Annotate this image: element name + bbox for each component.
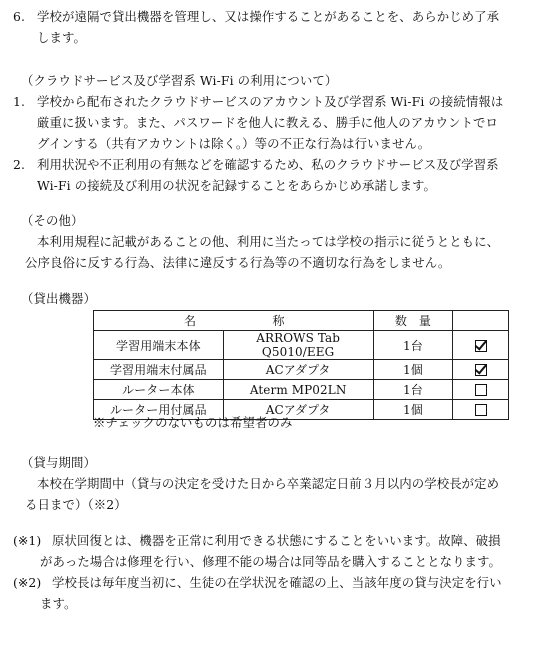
table-row [94,380,509,400]
item-6-line-2: します。 [37,30,86,45]
other-line-2: 公序良俗に反する行為、法律に違反する行為等の不適切な行為をしません。 [25,255,451,270]
lending-table [93,310,509,420]
header-name-char-2: 称 [272,314,285,328]
note-2-line-1: 学校長は毎年度当初に、生徒の在学状況を確認の上、当該年度の貸与決定を行い [52,575,502,590]
row-category: ルーター本体 [94,380,224,400]
header-quantity: 数 量 [373,311,453,331]
item-6-number: 6. [13,9,26,24]
cloud-item-1-number: 1. [13,94,26,109]
table-row [94,360,509,380]
cloud-item-2-line-2: Wi-Fi の接続及び利用の状況を記録することをあらかじめ承諾します。 [37,178,437,193]
cloud-item-2-line-1: 利用状況や不正利用の有無などを確認するため、私のクラウドサービス及び学習系 [37,157,499,172]
period-heading: （貸与期間） [21,455,96,470]
note-2-line-2: ます。 [40,596,77,611]
row-quantity: 1台 [373,380,453,400]
row-category: 学習用端末付属品 [94,360,224,380]
other-line-1: 本利用規程に記載があることの他、利用に当たっては学校の指示に従うとともに、 [37,234,500,249]
header-check [453,311,509,331]
row-name: ACアダプタ [223,360,373,380]
cloud-item-2-number: 2. [13,157,26,172]
note-1-line-2: があった場合は修理を行い、修理不能の場合は同等品を購入することとなります。 [40,554,502,569]
table-row [94,331,509,360]
period-line-2: る日まで）（※2） [25,497,127,512]
row-check [453,380,509,400]
row-quantity: 1台 [373,331,453,360]
cloud-item-1-line-2: 厳重に扱います。また、パスワードを他人に教える、勝手に他人のアカウントでロ [37,115,499,130]
cloud-item-1-line-3: グインする（共有アカウントは除く。）等の不正な行為は行いません。 [37,136,431,151]
table-header-row [94,311,509,331]
row-quantity: 1個 [373,360,453,380]
checkbox-unchecked[interactable] [475,404,487,416]
note-2-mark: (※2) [13,575,42,590]
checkbox-unchecked[interactable] [475,384,487,396]
lending-note: ※チェックのないものは希望者のみ [93,415,293,430]
note-1-line-1: 原状回復とは、機器を正常に利用できる状態にすることをいいます。故障、破損 [52,533,501,548]
row-category: ルーター用付属品 [94,400,224,420]
row-name: ARROWS Tab Q5010/EEG [223,331,373,360]
header-name [94,311,374,331]
checkbox-checked[interactable] [475,340,487,352]
period-line-1: 本校在学期間中（貸与の決定を受けた日から卒業認定日前３月以内の学校長が定め [37,476,500,491]
row-name: ACアダプタ [223,400,373,420]
cloud-heading: （クラウドサービス及び学習系 Wi-Fi の利用について） [21,73,338,88]
other-heading: （その他） [21,213,84,228]
row-check [453,360,509,380]
row-category: 学習用端末本体 [94,331,224,360]
item-6-line-1: 学校が遠隔で貸出機器を管理し、又は操作することがあることを、あらかじめ了承 [37,9,500,24]
checkbox-checked[interactable] [475,364,487,376]
header-name-char-1: 名 [184,314,197,328]
cloud-item-1-line-1: 学校から配布されたクラウドサービスのアカウント及び学習系 Wi-Fi の接続情報は [37,94,504,109]
lending-heading: （貸出機器） [21,291,96,306]
row-check [453,400,509,420]
row-name: Aterm MP02LN [223,380,373,400]
row-quantity: 1個 [373,400,453,420]
note-1-mark: (※1) [13,533,42,548]
row-check [453,331,509,360]
